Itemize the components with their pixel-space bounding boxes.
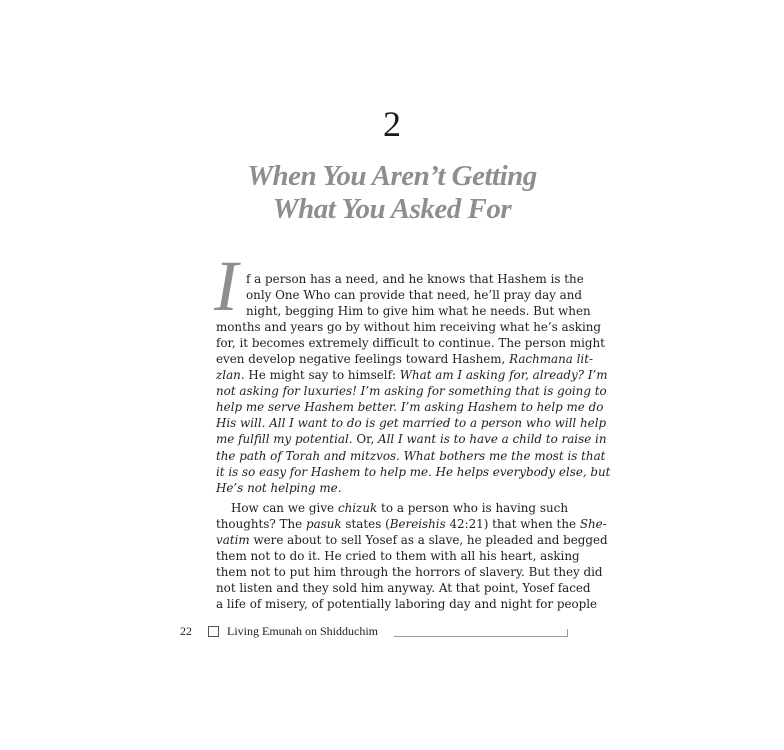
italic-run: All I want is to have a child to raise in	[378, 432, 607, 447]
body-line	[216, 415, 607, 431]
body-line	[216, 564, 603, 580]
body-line	[216, 303, 591, 319]
text-run: to a person who is having such	[377, 500, 568, 515]
body-line	[216, 464, 611, 480]
chapter-title-line-2: What You Asked For	[272, 193, 512, 225]
italic-run: chizuk	[337, 500, 378, 515]
body-line	[216, 335, 605, 351]
body-text	[216, 271, 611, 612]
chapter-title-line-1: When You Aren’t Getting	[247, 160, 537, 192]
text-run: night, begging Him to give him what he needs. But when	[246, 304, 591, 319]
chapter-number: 2	[383, 104, 401, 144]
italic-run: zlan	[216, 368, 241, 383]
body-line	[216, 448, 606, 464]
text-run: were about to sell Yosef as a slave, he pleaded and begged	[249, 532, 608, 547]
italic-run: pasuk	[305, 516, 342, 531]
page-number: 22	[180, 624, 192, 638]
body-line	[216, 516, 607, 532]
footer-rule	[394, 636, 568, 637]
italic-run: He’s not helping me.	[216, 480, 342, 495]
text-run: states (	[341, 516, 390, 531]
text-run: How can we give	[231, 500, 338, 515]
body-line	[216, 351, 594, 367]
page-footer	[180, 624, 570, 638]
text-run: them not to do it. He cried to them with all his heart, asking	[216, 548, 580, 563]
square-outline-icon	[208, 626, 219, 637]
text-run: Or,	[352, 432, 379, 447]
body-line	[216, 548, 580, 564]
text-run: a life of misery, of potentially laboring day and night for people	[216, 596, 598, 611]
text-run: even develop negative feelings toward Hashem,	[216, 352, 510, 367]
text-run: f a person has a need, and he knows that Hashem is the	[246, 272, 584, 286]
body-line	[216, 580, 591, 596]
body-line	[216, 383, 607, 399]
italic-run: the path of Torah and mitzvos. What bothers me the most is that	[216, 448, 606, 463]
italic-run: She-	[579, 516, 607, 531]
text-run: only One Who can provide that need, he’ll pray day and	[246, 288, 583, 303]
body-line	[216, 319, 602, 335]
body-line	[216, 596, 598, 612]
body-line	[216, 500, 568, 516]
text-run: them not to put him through the horrors of slavery. But they did	[216, 564, 603, 579]
body-line	[216, 532, 608, 548]
italic-run: help me serve Hashem better. I’m asking Hashem to help me do	[216, 400, 604, 415]
body-line	[216, 271, 584, 287]
text-run: 42:21) that when the	[445, 516, 580, 531]
footer-rule-end	[567, 629, 568, 636]
chapter-title	[0, 160, 784, 226]
italic-run: it is so easy for Hashem to help me. He helps everybody else, but	[216, 464, 611, 479]
text-run: thoughts? The	[216, 516, 306, 531]
body-line	[216, 399, 604, 415]
text-run: months and years go by without him receiving what he’s asking	[216, 320, 602, 335]
text-run: not listen and they sold him anyway. At that point, Yosef faced	[216, 580, 591, 595]
italic-run: vatim	[216, 532, 250, 547]
running-book-title: Living Emunah on Shidduchim	[227, 624, 378, 638]
italic-run: Bereishis	[389, 516, 446, 531]
italic-run: His will. All I want to do is get married to a person who will help	[216, 416, 607, 431]
italic-run: Rachmana lit-	[509, 352, 594, 367]
body-line	[216, 431, 607, 447]
italic-run: not asking for luxuries! I’m asking for something that is going to	[216, 384, 607, 399]
text-run: . He might say to himself:	[240, 368, 400, 383]
drop-cap: I	[214, 246, 238, 326]
italic-run: What am I asking for, already? I’m	[399, 368, 608, 383]
body-line	[216, 287, 583, 303]
body-line	[216, 367, 608, 383]
italic-run: me fulfill my potential.	[216, 432, 353, 447]
text-run: for, it becomes extremely difficult to continue. The person might	[216, 336, 605, 351]
body-line	[216, 480, 568, 496]
